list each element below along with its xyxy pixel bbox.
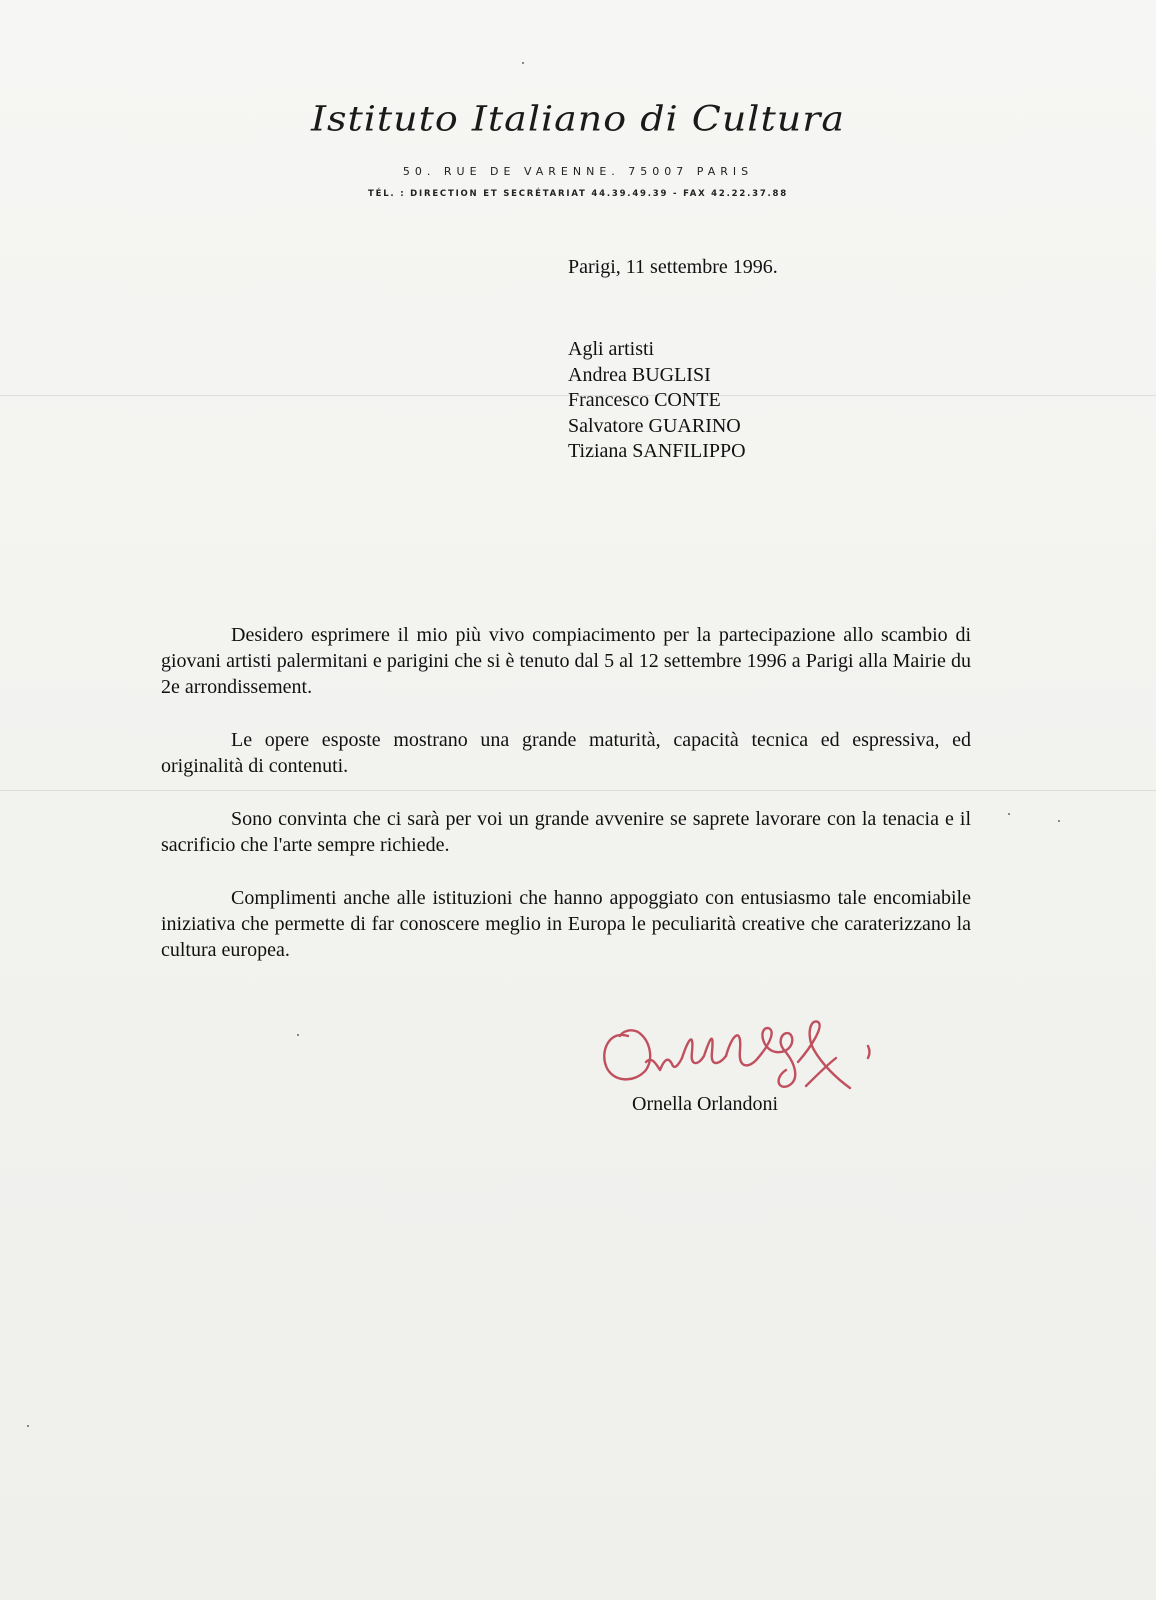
signer-name: Ornella Orlandoni: [632, 1093, 779, 1115]
body-paragraph: Desidero esprimere il mio più vivo compiacimento per la partecipazione allo scambio di giovani artisti palermitani e parigini che si è tenuto dal 5 al 12 settembre 1996 a Parigi alla Mairie du 2e arrondissement.: [161, 624, 971, 698]
signature-stroke: [798, 1021, 850, 1088]
letter-body: [161, 622, 971, 990]
letterhead: [0, 95, 1156, 199]
recipient-line: Francesco CONTE: [568, 389, 721, 411]
recipient-line: Salvatore GUARINO: [568, 414, 741, 437]
paper-speck: [27, 1425, 29, 1427]
signature-stroke: [604, 1030, 650, 1079]
recipient-line: Andrea BUGLISI: [568, 363, 711, 386]
signature-stroke: [682, 1039, 726, 1063]
institute-address: 50. RUE DE VARENNE. 75007 PARIS: [402, 165, 754, 178]
paper-speck: [1058, 820, 1060, 822]
signature-stroke: [726, 1035, 758, 1065]
recipient-block: [568, 337, 746, 465]
recipient-line: Tiziana SANFILIPPO: [568, 440, 746, 462]
signature-stroke: [758, 1028, 795, 1087]
signature-stroke: [646, 1058, 682, 1070]
body-paragraph: Le opere esposte mostrano una grande maturità, capacità tecnica ed espressiva, ed originalità di contenuti.: [161, 729, 971, 777]
body-paragraph: Sono convinta che ci sarà per voi un grande avvenire se saprete lavorare con la tenacia e il sacrificio che l'arte sempre richiede.: [161, 808, 971, 856]
paper-speck: [1008, 813, 1010, 815]
signature-stroke: [868, 1046, 870, 1058]
signature-strokes: [604, 1021, 869, 1088]
recipient-line: Agli artisti: [568, 338, 655, 360]
paper-speck: [522, 62, 524, 64]
letter-date: Parigi, 11 settembre 1996.: [568, 256, 778, 278]
body-paragraph: Complimenti anche alle istituzioni che hanno appoggiato con entusiasmo tale encomiabile iniziativa che permette di far conoscere meglio in Europa le peculiarità creative che caraterizzano la cultura europea.: [161, 887, 971, 961]
paper-speck: [297, 1034, 299, 1036]
institute-contacts: TÉL. : DIRECTION ET SECRÉTARIAT 44.39.49.39 - FAX 42.22.37.88: [368, 189, 788, 199]
institute-name: Istituto Italiano di Cultura: [310, 99, 846, 139]
